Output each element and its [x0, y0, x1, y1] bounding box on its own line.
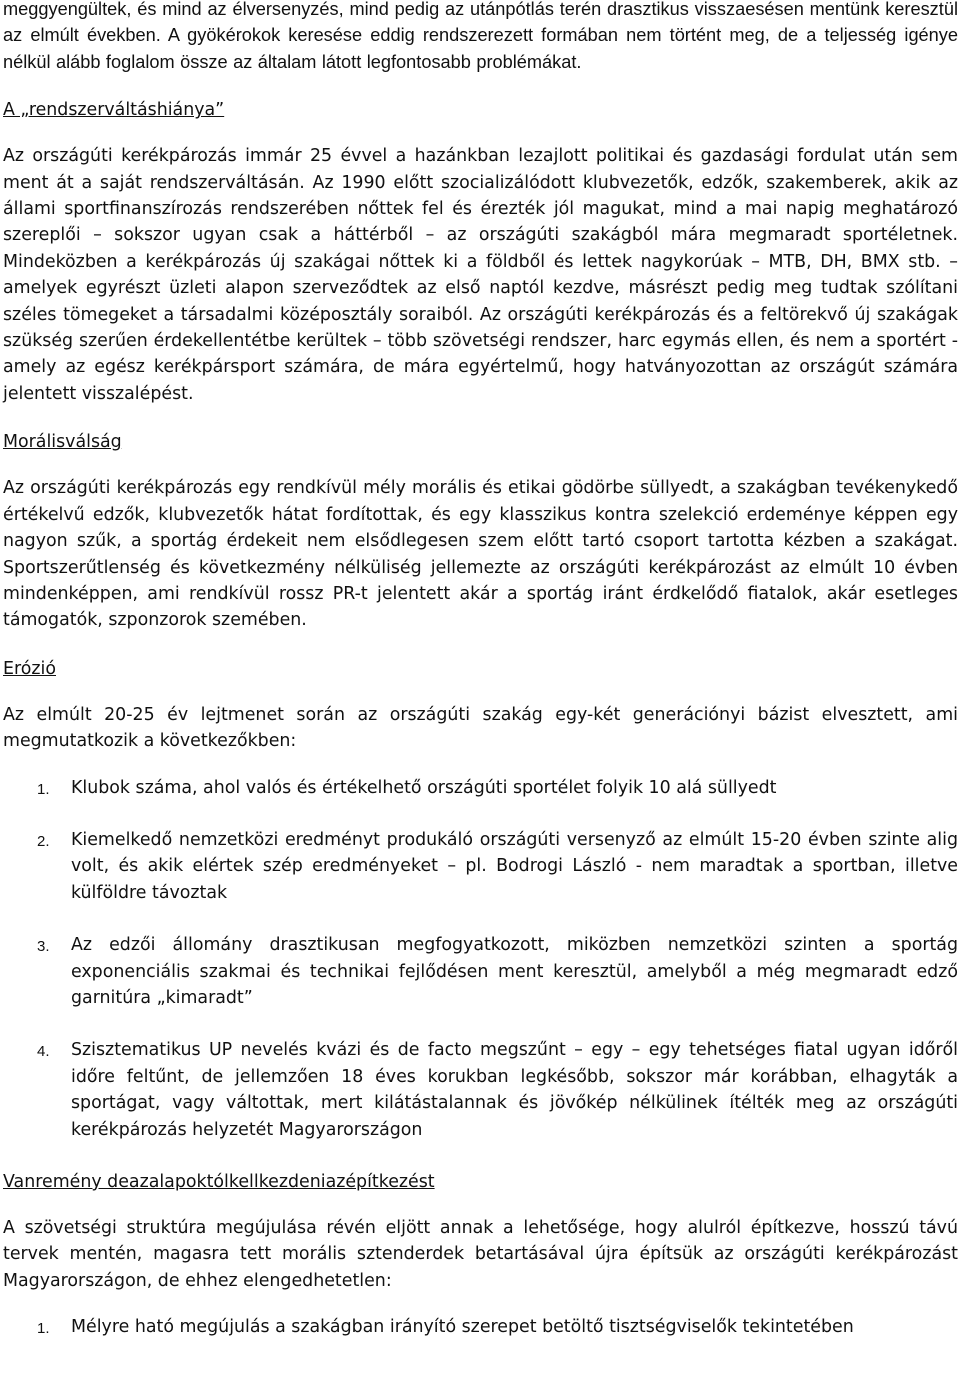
spacer: [3, 755, 958, 775]
document-page: [3, 0, 958, 1367]
list-item: [3, 775, 958, 801]
numbered-list: [3, 775, 958, 1143]
section-heading: Erózió: [3, 658, 56, 679]
section-heading: Morálisválság: [3, 432, 122, 453]
spacer: [3, 1195, 958, 1215]
section-moralis-valsag: [3, 429, 958, 633]
numbered-list: [3, 1314, 958, 1340]
list-item-text: Kiemelkedő nemzetközi eredményt produkáló országúti versenyző az elmúlt 15-20 évben szinte alig volt, és akik elértek szép eredményeket – pl. Bodrogi László - nem maradtak a sportban, illetve külföldre távoztak: [71, 829, 958, 903]
spacer: [3, 407, 958, 429]
spacer: [3, 1294, 958, 1314]
spacer: [3, 634, 958, 656]
list-item-number: 3.: [37, 938, 50, 956]
list-item-text: Szisztematikus UP nevelés kvázi és de facto megszűnt – egy – egy tehetséges fiatal ugyan időről időre feltűnt, de jellemzően 18 éves korukban legkésőbb, sokszor már korábban, elhagyták a sportágat, vagy váltottak, mert kilátástalannak és jövőkép nélkülinek ítélték meg az országúti kerékpározás helyzetét Magyarországon: [71, 1040, 958, 1140]
spacer: [3, 123, 958, 143]
section-heading: Vanremény deazalapoktólkellkezdeniazépítkezést: [3, 1172, 435, 1192]
section-paragraph: Az országúti kerékpározás immár 25 évvel a hazánkban lezajlott politikai és gazdasági fordulat után sem ment át a saját rendszerváltásán. Az 1990 előtt szocializálódott klubvezetők, edzők, szakemberek, akik az állami sportfinanszírozás rendszerében nőttek fel és érezték jól magukat, mind a mai napig meghatározó szereplői – sokszor ugyan csak a háttérből – az országúti szakágból mára megmaradt sportéletnek. Mindeközben a kerékpározás új szakágai nőttek ki a földből és lettek nagykorúak – MTB, DH, BMX stb. – amelyek egyrészt üzleti alapon szerveződtek az első naptól kezdve, másrészt pedig meg tudtak szólítani széles tömegeket a társadalmi középosztály soraiból. Az országúti kerékpározás és a feltörekvő új szakágak szükség szerűen érdekellentétbe kerültek – több szövetségi rendszer, harc egymás ellen, és nem a sportért - amely az egész kerékpársport számára, de mára egyértelmű, hogy hatványozottan az országút számára jelentett visszalépést.: [3, 146, 958, 404]
list-item-text: Mélyre ható megújulás a szakágban irányító szerepet betöltő tisztségviselők tekintetében: [71, 1317, 854, 1338]
spacer: [3, 75, 958, 97]
list-item-number: 2.: [37, 832, 50, 850]
spacer: [3, 682, 958, 702]
list-item-number: 1.: [37, 780, 50, 798]
section-rendszervaltas: [3, 97, 958, 407]
list-item: [3, 1314, 958, 1340]
section-van-remeny: [3, 1169, 958, 1341]
intro-paragraph: meggyengültek, és mind az élversenyzés, mind pedig az utánpótlás terén drasztikus visszaesésen mentünk keresztül az elmúlt években. A gyökérokok keresése eddig rendszerezett formában nem történt meg, de a teljesség igénye nélkül alább foglalom össze az általam látott legfontosabb problémákat.: [3, 0, 958, 72]
section-erozio: [3, 656, 958, 1143]
list-item: [3, 1037, 958, 1143]
section-heading: A „rendszerváltáshiánya”: [3, 100, 225, 121]
list-item-number: 1.: [37, 1320, 50, 1338]
list-item-number: 4.: [37, 1043, 50, 1061]
section-paragraph: A szövetségi struktúra megújulása révén eljött annak a lehetősége, hogy alulról építkezve, hosszú távú tervek mentén, magasra tett morális sztenderdek betartásával újra építsük az országúti kerékpározást Magyarországon, de ehhez elengedhetetlen:: [3, 1218, 958, 1291]
list-item: [3, 827, 958, 906]
section-paragraph: Az országúti kerékpározás egy rendkívül mély morális és etikai gödörbe süllyedt, a szakágban tevékenykedő értékelvű edzők, klubvezetők hátat fordítottak, és egy klasszikus kontra szelekció erdeménye képpen egy nagyon szűk, a sportág érdekeit nem elsődlegesen szem előtt tartó csoport tartotta kézben a szakágat. Sportszerűtlenség és következmény nélküliség jellemezte az országúti kerékpározást az elmúlt 10 évben mindenképpen, ami rendkívül rossz PR-t jelentett akár a sportág iránt érdkelődő fiatalok, akár esetleges támogatók, szponzorok szemében.: [3, 478, 958, 631]
section-paragraph: Az elmúlt 20-25 év lejtmenet során az országúti szakág egy-két generációnyi bázist elvesztett, ami megmutatkozik a következőkben:: [3, 704, 958, 752]
list-item: [3, 932, 958, 1011]
spacer: [3, 455, 958, 475]
list-item-text: Klubok száma, ahol valós és értékelhető országúti sportélet folyik 10 alá süllyedt: [71, 777, 777, 798]
list-item-text: Az edzői állomány drasztikusan megfogyatkozott, miközben nemzetközi szinten a sportág exponenciális szakmai és technikai fejlődésen ment keresztül, amelyből a még megmaradt edző garnitúra „kimaradt”: [71, 935, 958, 1008]
